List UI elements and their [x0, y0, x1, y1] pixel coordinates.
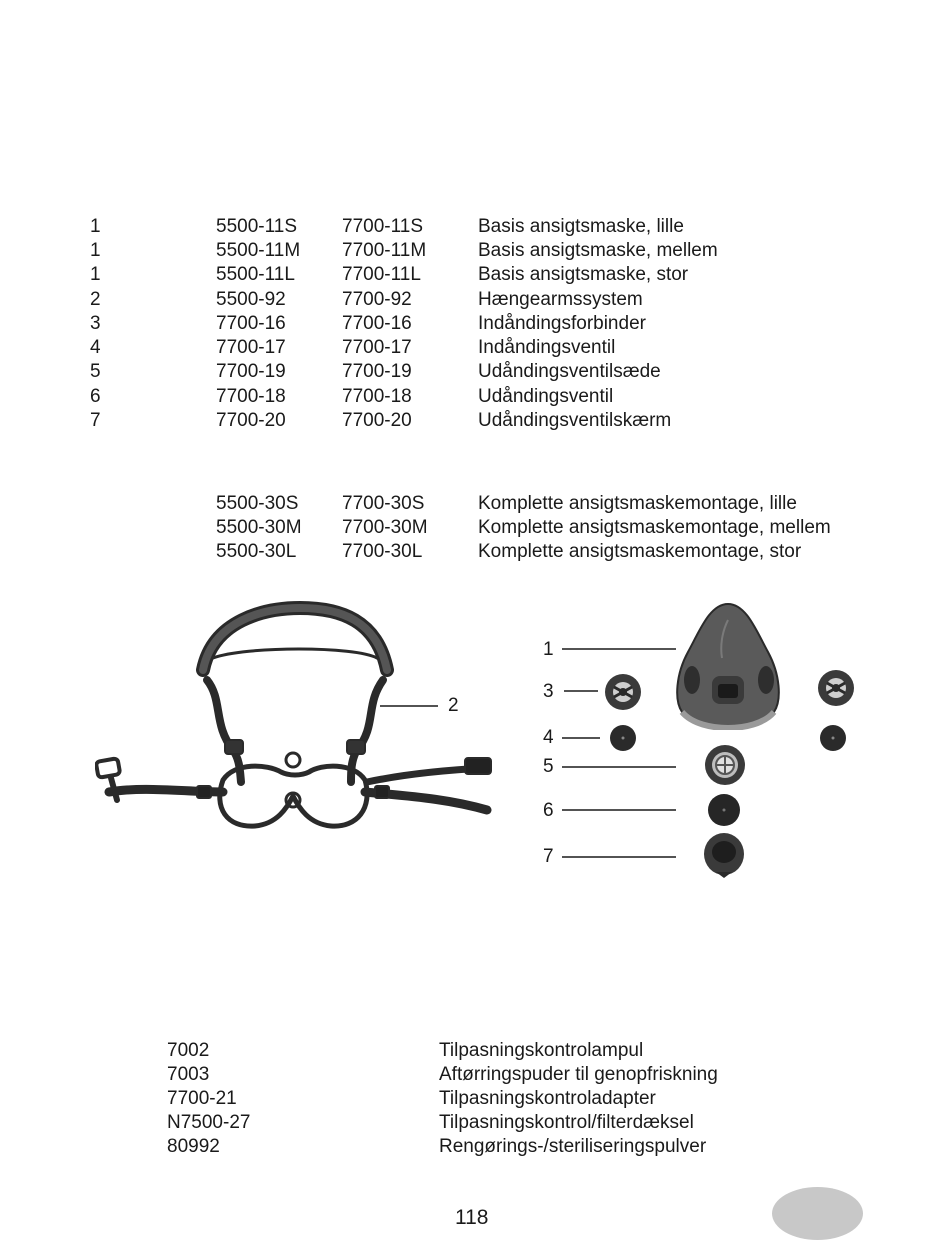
leader-line-7 [562, 855, 678, 859]
part-code-7700: 7700-11S [342, 216, 423, 237]
part-description: Udåndingsventilskærm [478, 410, 672, 431]
callout-number: 4 [543, 727, 554, 748]
part-code-7700: 7700-11L [342, 264, 421, 285]
assembly-code-5500: 5500-30S [216, 493, 299, 514]
leader-line-1 [562, 647, 678, 651]
part-code-5500: 5500-11L [216, 264, 295, 285]
part-code-7700: 7700-20 [342, 410, 412, 431]
part-code-5500: 7700-19 [216, 361, 286, 382]
page-number: 118 [455, 1206, 489, 1229]
accessory-description: Rengørings-/steriliseringspulver [439, 1136, 707, 1157]
part-description: Basis ansigtsmaske, mellem [478, 240, 718, 261]
part-code-5500: 7700-16 [216, 313, 286, 334]
assembly-code-5500: 5500-30M [216, 517, 302, 538]
part-code-7700: 7700-16 [342, 313, 412, 334]
part-item-number: 7 [90, 410, 101, 431]
part-description: Udåndingsventil [478, 386, 614, 407]
leader-line-6 [562, 808, 678, 812]
inhalation-valve-icon [609, 724, 637, 752]
part-code-7700: 7700-19 [342, 361, 412, 382]
part-item-number: 1 [90, 264, 101, 285]
callout-number: 3 [543, 681, 554, 702]
assembly-code-7700: 7700-30S [342, 493, 425, 514]
callout-number: 7 [543, 846, 554, 867]
exhalation-valve-cover-icon [702, 832, 746, 880]
part-description: Indåndingsforbinder [478, 313, 646, 334]
part-code-7700: 7700-17 [342, 337, 412, 358]
part-code-5500: 5500-11S [216, 216, 297, 237]
callout-number: 1 [543, 639, 554, 660]
inhalation-valve-icon [819, 724, 847, 752]
part-description: Basis ansigtsmaske, lille [478, 216, 684, 237]
part-code-5500: 5500-92 [216, 289, 286, 310]
accessory-code: 7700-21 [167, 1088, 237, 1109]
part-description: Basis ansigtsmaske, stor [478, 264, 689, 285]
part-description: Indåndingsventil [478, 337, 616, 358]
assembly-code-7700: 7700-30L [342, 541, 423, 562]
part-description: Hængearmssystem [478, 289, 643, 310]
part-code-5500: 7700-17 [216, 337, 286, 358]
leader-line-3 [564, 689, 600, 693]
callout-number: 2 [448, 695, 459, 716]
part-item-number: 2 [90, 289, 101, 310]
part-code-7700: 7700-11M [342, 240, 427, 261]
accessory-code: N7500-27 [167, 1112, 251, 1133]
accessory-description: Tilpasningskontrolampul [439, 1040, 644, 1061]
part-item-number: 5 [90, 361, 101, 382]
part-description: Udåndingsventilsæde [478, 361, 661, 382]
accessory-description: Tilpasningskontroladapter [439, 1088, 656, 1109]
assembly-code-7700: 7700-30M [342, 517, 428, 538]
accessory-description: Aftørringspuder til genopfriskning [439, 1064, 718, 1085]
part-code-5500: 7700-18 [216, 386, 286, 407]
assembly-description: Komplette ansigtsmaskemontage, mellem [478, 517, 831, 538]
part-code-7700: 7700-18 [342, 386, 412, 407]
callout-number: 5 [543, 756, 554, 777]
callout-number: 6 [543, 800, 554, 821]
accessory-code: 80992 [167, 1136, 220, 1157]
accessory-code: 7002 [167, 1040, 210, 1061]
accessory-code: 7003 [167, 1064, 210, 1085]
accessory-description: Tilpasningskontrol/filterdæksel [439, 1112, 694, 1133]
page-tab-marker [772, 1187, 863, 1240]
assembly-code-5500: 5500-30L [216, 541, 297, 562]
leader-line-5 [562, 765, 678, 769]
inhalation-connector-icon [817, 669, 855, 707]
part-code-5500: 5500-11M [216, 240, 301, 261]
part-item-number: 6 [90, 386, 101, 407]
inhalation-connector-icon [604, 673, 642, 711]
part-item-number: 3 [90, 313, 101, 334]
leader-line-2 [380, 703, 440, 709]
exhalation-valve-seat-icon [704, 744, 746, 786]
face-mask-illustration [672, 600, 784, 730]
part-code-5500: 7700-20 [216, 410, 286, 431]
assembly-description: Komplette ansigtsmaskemontage, lille [478, 493, 797, 514]
part-code-7700: 7700-92 [342, 289, 412, 310]
part-item-number: 4 [90, 337, 101, 358]
assembly-description: Komplette ansigtsmaskemontage, stor [478, 541, 802, 562]
head-harness-illustration [95, 600, 500, 840]
exhalation-valve-icon [707, 793, 741, 827]
part-item-number: 1 [90, 240, 101, 261]
leader-line-4 [562, 736, 602, 740]
part-item-number: 1 [90, 216, 101, 237]
